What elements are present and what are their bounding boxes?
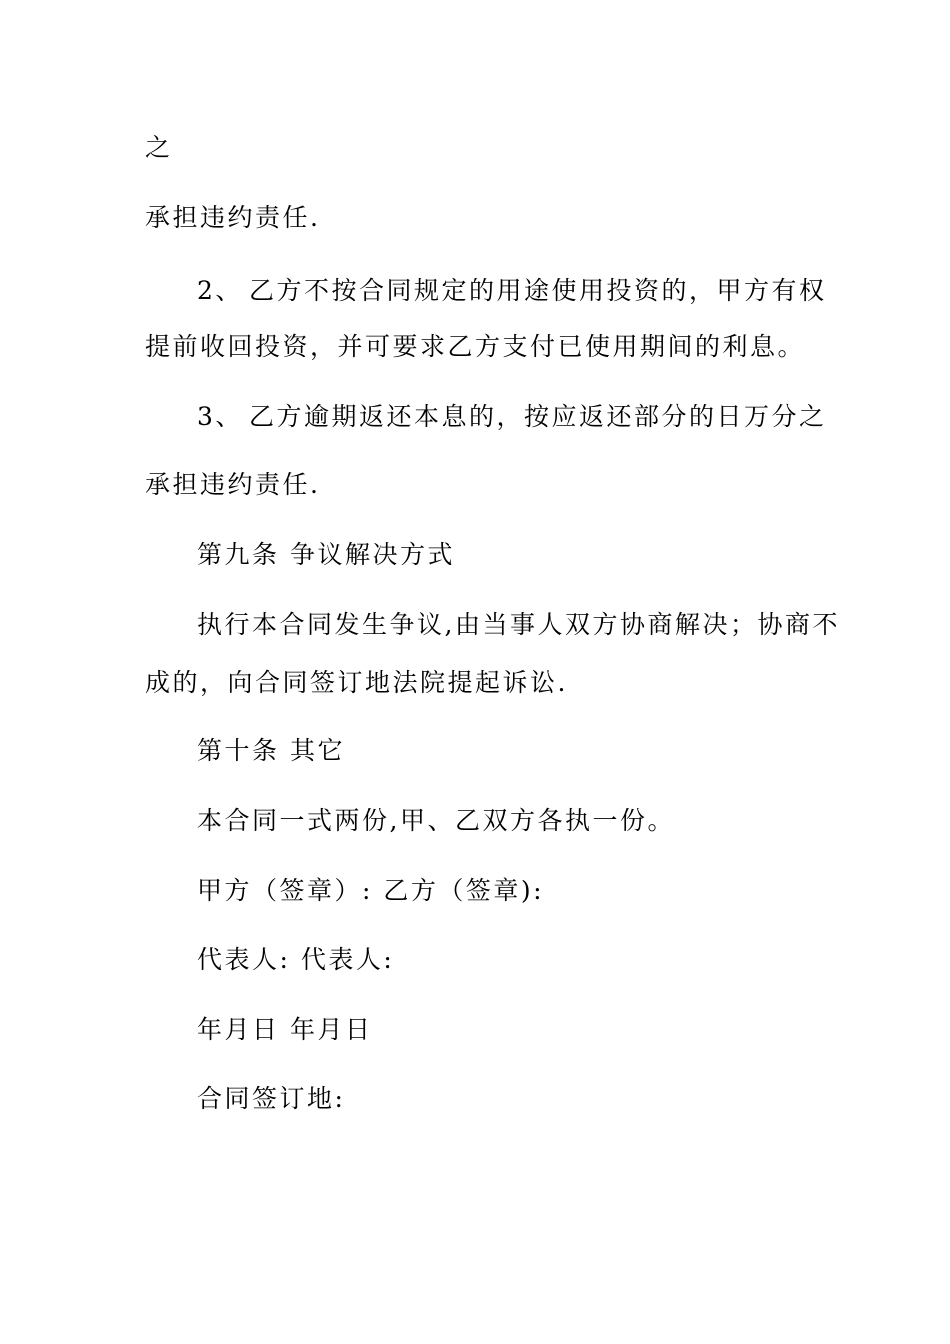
clause-item-3-number: 3、	[197, 402, 243, 431]
signing-place-line: 合同签订地:	[197, 1084, 346, 1113]
clause-item-2-number: 2、	[197, 276, 243, 305]
text-line-clause-3-cont: 承担违约责任.	[145, 470, 321, 499]
article-9-heading: 第九条 争议解决方式	[197, 540, 455, 569]
text-line-clause-2-cont: 提前收回投资，并可要求乙方支付已使用期间的利息。	[145, 332, 806, 361]
text-line-liability: 承担违约责任.	[145, 203, 321, 232]
representative-line: 代表人: 代表人:	[197, 945, 395, 974]
clause-item-2	[197, 276, 827, 306]
article-9-body-cont: 成的，向合同签订地法院提起诉讼.	[145, 668, 568, 697]
clause-item-3	[197, 402, 827, 432]
date-line: 年月日 年月日	[197, 1015, 373, 1044]
article-9-body: 执行本合同发生争议,由当事人双方协商解决；协商不	[197, 610, 840, 639]
article-10-heading: 第十条 其它	[197, 736, 345, 765]
clause-item-2-text: 乙方不按合同规定的用途使用投资的，甲方有权	[249, 276, 827, 305]
signature-party-line: 甲方（签章）: 乙方（签章):	[197, 876, 545, 905]
article-10-body: 本合同一式两份,甲、乙双方各执一份。	[197, 806, 675, 835]
text-line-continuation: 之	[145, 133, 173, 162]
clause-item-3-text: 乙方逾期返还本息的，按应返还部分的日万分之	[249, 402, 827, 431]
